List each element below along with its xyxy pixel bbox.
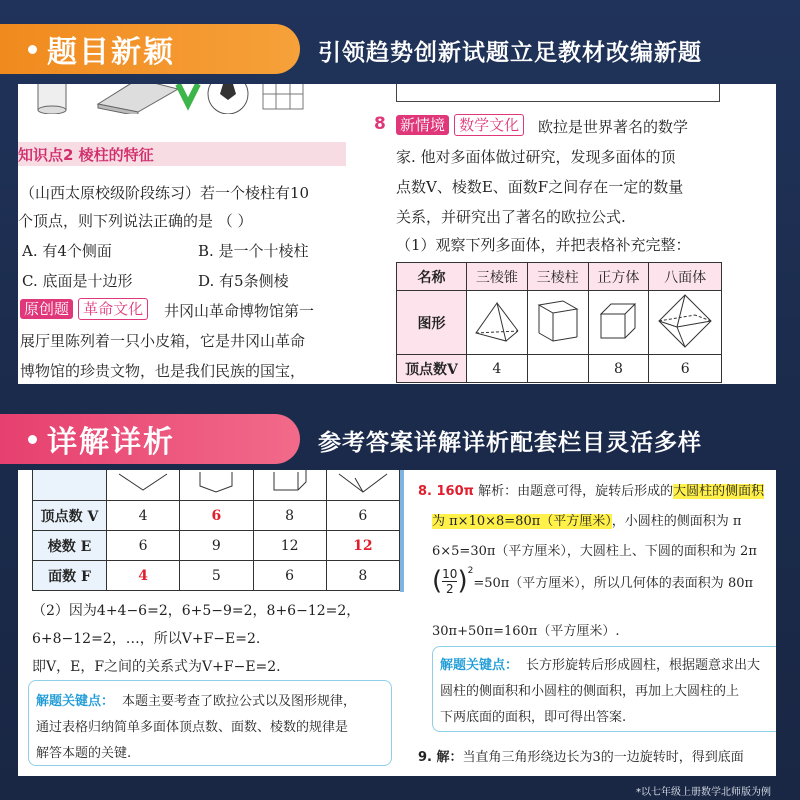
fraction-denominator: 2 [445, 581, 454, 596]
partial-figure-row [33, 470, 400, 501]
answer-8-line-5: 30π+50π=160π（平方厘米）. [432, 624, 620, 639]
bullet-dot-icon [28, 45, 37, 54]
tag-new-context: 新情境 [396, 115, 449, 135]
table-cell: 4 [107, 501, 180, 531]
table-edge-bar [400, 470, 404, 592]
orig-line-2: 展厅里陈列着一只小皮箱，它是井冈山革命 [20, 332, 306, 350]
question-line-2: 个顶点，则下列说法正确的是 （ ） [18, 212, 253, 230]
row-label: 顶点数 V [33, 501, 107, 531]
tag-original: 原创题 [20, 299, 73, 319]
answer-8-l4-rest: =50π（平方厘米），所以几何体的表面积为 80π [473, 575, 754, 591]
table-cell: 8 [588, 355, 649, 383]
table-row [33, 561, 400, 591]
table-row [33, 531, 400, 561]
table-cell: 6 [107, 531, 180, 561]
table-cell: 4 [107, 561, 180, 591]
triangular-pyramid-figure [467, 291, 528, 355]
q8-line-2: 家. 他对多面体做过研究，发现多面体的顶 [396, 148, 676, 166]
key2-line-1: 长方形旋转后形成圆柱，根据题意求出大 [526, 658, 761, 673]
paren-left: ( [432, 566, 443, 596]
key-line-2: 通过表格归纳简单多面体顶点数、面数、棱数的规律是 [36, 720, 349, 735]
tagline-top: 引领趋势创新试题立足教材改编新题 [318, 40, 702, 66]
q8-line-1: 欧拉是世界著名的数学 [538, 118, 689, 136]
key-point-label-right: 解题关键点： [440, 658, 519, 673]
cube-figure [588, 291, 649, 355]
tag-math-culture: 数学文化 [454, 114, 524, 136]
table-cell: 6 [326, 501, 399, 531]
table-cell: 6 [180, 501, 253, 531]
highlight-1: 大圆柱的侧面积 [673, 484, 765, 499]
q8-line-5: （1）观察下列多面体，并把表格补充完整： [396, 236, 691, 254]
table-header-cell: 正方体 [588, 263, 649, 291]
octahedron-figure-partial [326, 470, 399, 501]
pyramid-figure-partial [107, 470, 180, 501]
table-cell: 4 [467, 355, 528, 383]
row-label-figure [33, 470, 107, 501]
orig-line-3: 博物馆的珍贵文物，也是我们民族的国宝， [20, 362, 306, 380]
q8-number: 8 [374, 114, 386, 134]
table-cell: 12 [326, 531, 399, 561]
answer-9-text: 当直角三角形绕边长为3的一边旋转时，得到底面 [462, 750, 744, 765]
fraction [442, 567, 457, 596]
orig-line-1: 井冈山革命博物馆第一 [164, 302, 315, 320]
key-line-3: 解答本题的关键. [36, 746, 132, 761]
option-d[interactable]: D. 有5条侧棱 [198, 272, 289, 290]
table-header-row [397, 263, 722, 291]
explain-line-2: 6+8−12=2，…，所以V+F−E=2. [32, 631, 261, 647]
table-cell: 9 [180, 531, 253, 561]
q8-tags [396, 114, 524, 136]
answer-table [32, 470, 400, 591]
octahedron-figure [649, 291, 722, 355]
table-cell: 8 [253, 501, 326, 531]
table-vertex-row [397, 355, 722, 383]
explain-line-3: 即V，E，F之间的关系式为V+F−E=2. [32, 659, 281, 675]
answer-9-number: 9. 解： [418, 750, 463, 765]
table-header-cell: 三棱锥 [467, 263, 528, 291]
tagline-bottom: 参考答案详解详析配套栏目灵活多样 [318, 430, 702, 456]
key-line-1: 本题主要考查了欧拉公式以及图形规律， [122, 694, 357, 709]
table-cell: 6 [649, 355, 722, 383]
q8-line-4: 关系，并研究出了著名的欧拉公式. [396, 208, 626, 226]
key-point-label-left: 解题关键点： [36, 694, 115, 709]
badge-top [0, 24, 300, 74]
exponent: 2 [467, 566, 474, 576]
solid-shapes-illustration [18, 84, 358, 114]
key2-line-2: 圆柱的侧面积和小圆柱的侧面积，再加上大圆柱的上 [440, 684, 740, 699]
row-label-shape: 图形 [397, 291, 467, 355]
cube-figure-partial [253, 470, 326, 501]
right-column [418, 470, 776, 776]
bullet-dot-icon [28, 435, 37, 444]
answer-9-line [418, 746, 744, 765]
table-cell: 12 [253, 531, 326, 561]
answer-8-number: 8. 160π [418, 484, 474, 499]
badge-bottom-text: 详解详析 [47, 425, 175, 460]
explain-line-1: （2）因为4+4−6=2，6+5−9=2，8+6−12=2， [32, 603, 361, 619]
original-question-tags [20, 298, 148, 320]
row-label: 棱数 E [33, 531, 107, 561]
answer-8-l2-rest: ，小圆柱的侧面积为 π [611, 514, 742, 529]
table-shape-row [397, 291, 722, 355]
badge-bottom [0, 414, 300, 464]
table-cell: 6 [253, 561, 326, 591]
answer-8-intro: 解析：由题意可得，旋转后形成的 [478, 484, 674, 499]
option-a[interactable]: A. 有4个侧面 [22, 242, 112, 260]
paren-right: ) [457, 566, 468, 596]
table-cell: 8 [326, 561, 399, 591]
triangular-prism-figure [527, 291, 588, 355]
card-bottom [18, 470, 776, 776]
table-row [33, 501, 400, 531]
answer-8-line-2 [432, 510, 741, 529]
tag-revolution-culture: 革命文化 [78, 298, 148, 320]
answer-8-line-4 [432, 566, 753, 596]
answer-8-line-3: 6×5=30π（平方厘米），大圆柱上、下圆的面积和为 2π [432, 544, 757, 559]
fraction-numerator: 10 [442, 566, 458, 581]
table-header-cell: 八面体 [649, 263, 722, 291]
answer-8-line-1 [418, 480, 764, 499]
table-header-cell: 三棱柱 [527, 263, 588, 291]
footnote: *以七年级上册数学北师版为例 [636, 787, 771, 798]
prism-figure-partial [180, 470, 253, 501]
knowledge-point-title: 知识点2 棱柱的特征 [18, 146, 154, 164]
q8-line-3: 点数V、棱数E、面数F之间存在一定的数量 [396, 178, 684, 196]
question-line-1: （山西太原校级阶段练习）若一个棱柱有10 [20, 184, 310, 202]
highlight-2: 为 π×10×8=80π（平方厘米） [432, 514, 612, 529]
answer-lines-box [396, 84, 720, 102]
table-cell [527, 355, 588, 383]
table-header-cell: 名称 [397, 263, 467, 291]
table-cell: 5 [180, 561, 253, 591]
row-label-vertices: 顶点数V [397, 355, 467, 383]
card-top [18, 84, 776, 384]
key2-line-3: 下两底面的面积，即可得出答案. [440, 710, 627, 725]
polyhedra-table [396, 262, 722, 383]
badge-top-text: 题目新颖 [47, 35, 175, 70]
option-c[interactable]: C. 底面是十边形 [22, 272, 133, 290]
option-b[interactable]: B. 是一个十棱柱 [198, 242, 309, 260]
row-label: 面数 F [33, 561, 107, 591]
